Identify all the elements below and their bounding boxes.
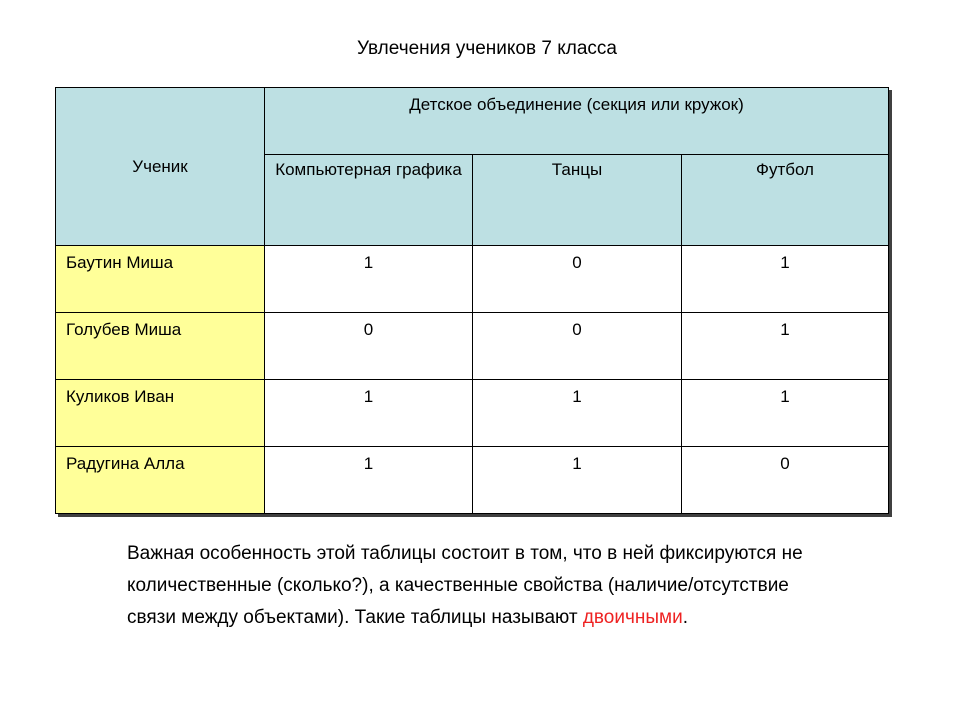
value-cell: 1 <box>682 313 889 380</box>
value-cell: 1 <box>682 380 889 447</box>
student-name: Баутин Миша <box>56 246 265 313</box>
value-cell: 1 <box>473 447 682 514</box>
table-row <box>56 447 889 514</box>
header-football: Футбол <box>682 155 889 246</box>
student-name: Голубев Миша <box>56 313 265 380</box>
table-row <box>56 380 889 447</box>
value-cell: 1 <box>682 246 889 313</box>
value-cell: 1 <box>473 380 682 447</box>
value-cell: 0 <box>265 313 473 380</box>
highlight-term: двоичными <box>582 607 683 628</box>
header-student: Ученик <box>56 88 265 246</box>
table-row <box>56 246 889 313</box>
slide-title: Увлечения учеников 7 класса <box>357 38 617 59</box>
student-name: Куликов Иван <box>56 380 265 447</box>
value-cell: 0 <box>682 447 889 514</box>
value-cell: 0 <box>473 246 682 313</box>
explanation-text: Важная особенность этой таблицы состоит в том, что в ней фиксируются не количественные (сколько?), а качественные свойства (наличие/отсутствие связи между объектами). Такие таблицы называют <box>127 543 803 628</box>
value-cell: 1 <box>265 447 473 514</box>
value-cell: 0 <box>473 313 682 380</box>
table-row <box>56 313 889 380</box>
header-dance: Танцы <box>473 155 682 246</box>
student-name: Радугина Алла <box>56 447 265 514</box>
explanation-paragraph <box>127 538 807 634</box>
value-cell: 1 <box>265 246 473 313</box>
hobby-table <box>55 87 889 514</box>
explanation-end: . <box>682 607 688 628</box>
header-group: Детское объединение (секция или кружок) <box>265 88 889 155</box>
value-cell: 1 <box>265 380 473 447</box>
header-computer-graphics: Компьютерная графика <box>265 155 473 246</box>
